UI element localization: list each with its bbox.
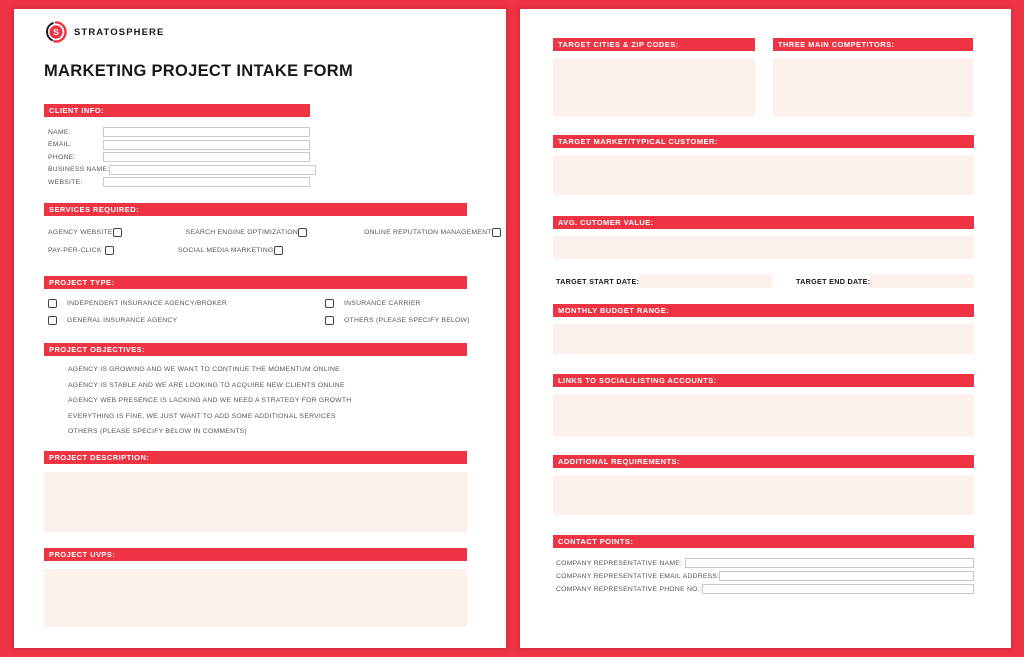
option-insurance-carrier xyxy=(325,299,421,308)
section-header-client-info: CLIENT INFO: xyxy=(44,104,310,117)
project-uvps-textarea[interactable] xyxy=(44,569,467,627)
project-type-row-1 xyxy=(44,298,467,309)
section-header-services-required: SERVICES REQUIRED: xyxy=(44,203,467,216)
target-cities-column xyxy=(553,38,755,117)
business-name-input[interactable] xyxy=(109,165,316,175)
agency-website-checkbox[interactable] xyxy=(113,228,122,237)
email-label: EMAIL: xyxy=(48,141,72,148)
social-media-label: SOCIAL MEDIA MARKETING xyxy=(178,246,274,254)
rep-name-input[interactable] xyxy=(685,558,974,568)
others-label: OTHERS (PLEASE SPECIFY BELOW) xyxy=(344,317,470,324)
option-independent-agency xyxy=(48,299,325,308)
section-header-project-type: PROJECT TYPE: xyxy=(44,276,467,289)
objective-item: AGENCY IS STABLE AND WE ARE LOOKING TO ACQUIRE NEW CLIENTS ONLINE xyxy=(68,381,345,389)
service-seo xyxy=(186,228,308,237)
field-row-rep-phone xyxy=(553,584,974,594)
brand-name: STRATOSPHERE xyxy=(74,26,165,38)
section-header-monthly-budget: MONTHLY BUDGET RANGE: xyxy=(553,304,974,317)
section-header-competitors: THREE MAIN COMPETITORS: xyxy=(773,38,973,51)
competitors-column xyxy=(773,38,973,117)
section-header-contact-points: CONTACT POINTS: xyxy=(553,535,974,548)
services-row-1 xyxy=(44,227,492,237)
services-options xyxy=(44,227,492,255)
logo-letter: S xyxy=(53,27,59,38)
additional-requirements-textarea[interactable] xyxy=(553,475,974,515)
target-end-date-input[interactable] xyxy=(870,274,974,288)
rep-phone-label: COMPANY REPRESENTATIVE PHONE NO.: xyxy=(556,585,702,593)
brand-logo xyxy=(45,21,506,43)
section-header-social-links: LINKS TO SOCIAL/LISTING ACCOUNTS: xyxy=(553,374,974,387)
target-market-textarea[interactable] xyxy=(553,155,974,195)
project-type-options xyxy=(44,298,470,326)
objective-item: AGENCY IS GROWING AND WE WANT TO CONTINUE THE MOMENTUM ONLINE xyxy=(68,366,340,373)
social-media-checkbox[interactable] xyxy=(274,246,283,255)
field-row-website xyxy=(44,177,467,187)
avg-customer-value-textarea[interactable] xyxy=(553,236,974,259)
service-social-media xyxy=(178,246,283,255)
business-name-label: BUSINESS NAME: xyxy=(48,166,110,173)
insurance-carrier-label: INSURANCE CARRIER xyxy=(344,300,421,307)
social-links-textarea[interactable] xyxy=(553,394,974,437)
section-header-project-objectives: PROJECT OBJECTIVES: xyxy=(44,343,467,356)
cities-competitors-section xyxy=(553,38,974,117)
field-row-rep-name xyxy=(553,558,974,568)
section-header-target-market: TARGET MARKET/TYPICAL CUSTOMER: xyxy=(553,135,974,148)
pay-per-click-checkbox[interactable] xyxy=(105,246,114,255)
target-end-date-label: TARGET END DATE: xyxy=(796,276,871,286)
rep-name-label: COMPANY REPRESENTATIVE NAME: xyxy=(556,559,683,567)
competitors-textarea[interactable] xyxy=(773,58,973,117)
rep-email-label: COMPANY REPRESENTATIVE EMAIL ADDRESS: xyxy=(556,572,720,580)
stratosphere-logo-icon xyxy=(45,21,67,43)
target-start-date-input[interactable] xyxy=(639,274,772,288)
target-cities-textarea[interactable] xyxy=(553,58,755,117)
field-row-business-name xyxy=(44,165,467,175)
field-row-name xyxy=(44,127,467,137)
insurance-carrier-checkbox[interactable] xyxy=(325,299,334,308)
project-description-textarea[interactable] xyxy=(44,472,467,532)
service-pay-per-click xyxy=(48,246,114,255)
option-general-agency xyxy=(48,316,325,325)
objective-item: AGENCY WEB PRESENCE IS LACKING AND WE NEED A STRATEGY FOR GROWTH xyxy=(68,397,352,404)
general-agency-label: GENERAL INSURANCE AGENCY xyxy=(67,317,178,324)
email-input[interactable] xyxy=(103,140,310,150)
target-dates-row xyxy=(553,274,974,288)
section-header-avg-customer-value: AVG. CUTOMER VALUE: xyxy=(553,216,974,229)
target-end-date-field xyxy=(796,274,974,288)
monthly-budget-textarea[interactable] xyxy=(553,324,974,354)
page-title: MARKETING PROJECT INTAKE FORM xyxy=(44,62,354,80)
rep-phone-input[interactable] xyxy=(702,584,974,594)
name-label: NAME: xyxy=(48,128,71,136)
online-reputation-checkbox[interactable] xyxy=(492,228,501,237)
target-start-date-field xyxy=(556,274,772,288)
seo-checkbox[interactable] xyxy=(298,228,307,237)
objective-item: OTHERS (PLEASE SPECIFY BELOW IN COMMENTS) xyxy=(68,428,247,435)
rep-email-input[interactable] xyxy=(719,571,974,581)
website-input[interactable] xyxy=(103,177,310,187)
objectives-list xyxy=(44,362,467,440)
form-page-1 xyxy=(14,9,506,648)
objective-item: EVERYTHING IS FINE, WE JUST WANT TO ADD SOME ADDITIONAL SERVICES xyxy=(68,412,336,420)
independent-agency-label: INDEPENDENT INSURANCE AGENCY/BROKER xyxy=(67,300,228,307)
seo-label: SEARCH ENGINE OPTIMIZATION xyxy=(185,228,299,236)
website-label: WEBSITE: xyxy=(48,178,83,186)
independent-agency-checkbox[interactable] xyxy=(48,299,57,308)
field-row-rep-email xyxy=(553,571,974,581)
contact-points-fields xyxy=(553,558,974,594)
section-header-additional-requirements: ADDITIONAL REQUIREMENTS: xyxy=(553,455,974,468)
project-type-row-2 xyxy=(44,315,470,326)
name-input[interactable] xyxy=(103,127,310,137)
phone-label: PHONE: xyxy=(48,153,76,161)
field-row-email xyxy=(44,140,467,150)
client-info-fields xyxy=(44,127,467,187)
service-agency-website xyxy=(48,228,122,237)
form-page-2 xyxy=(520,9,1011,648)
services-row-2 xyxy=(44,245,467,255)
field-row-phone xyxy=(44,152,467,162)
section-header-project-uvps: PROJECT UVPS: xyxy=(44,548,467,561)
phone-input[interactable] xyxy=(103,152,310,162)
pay-per-click-label: PAY-PER-CLICK xyxy=(48,246,102,254)
service-online-reputation xyxy=(364,228,501,237)
online-reputation-label: ONLINE REPUTATION MANAGEMENT xyxy=(364,228,492,236)
agency-website-label: AGENCY WEBSITE xyxy=(48,228,113,236)
target-start-date-label: TARGET START DATE: xyxy=(556,276,640,286)
section-header-target-cities: TARGET CITIES & ZIP CODES: xyxy=(553,38,755,51)
section-header-project-description: PROJECT DESCRIPTION: xyxy=(44,451,467,464)
others-checkbox[interactable] xyxy=(325,316,334,325)
general-agency-checkbox[interactable] xyxy=(48,316,57,325)
option-others xyxy=(325,316,470,325)
